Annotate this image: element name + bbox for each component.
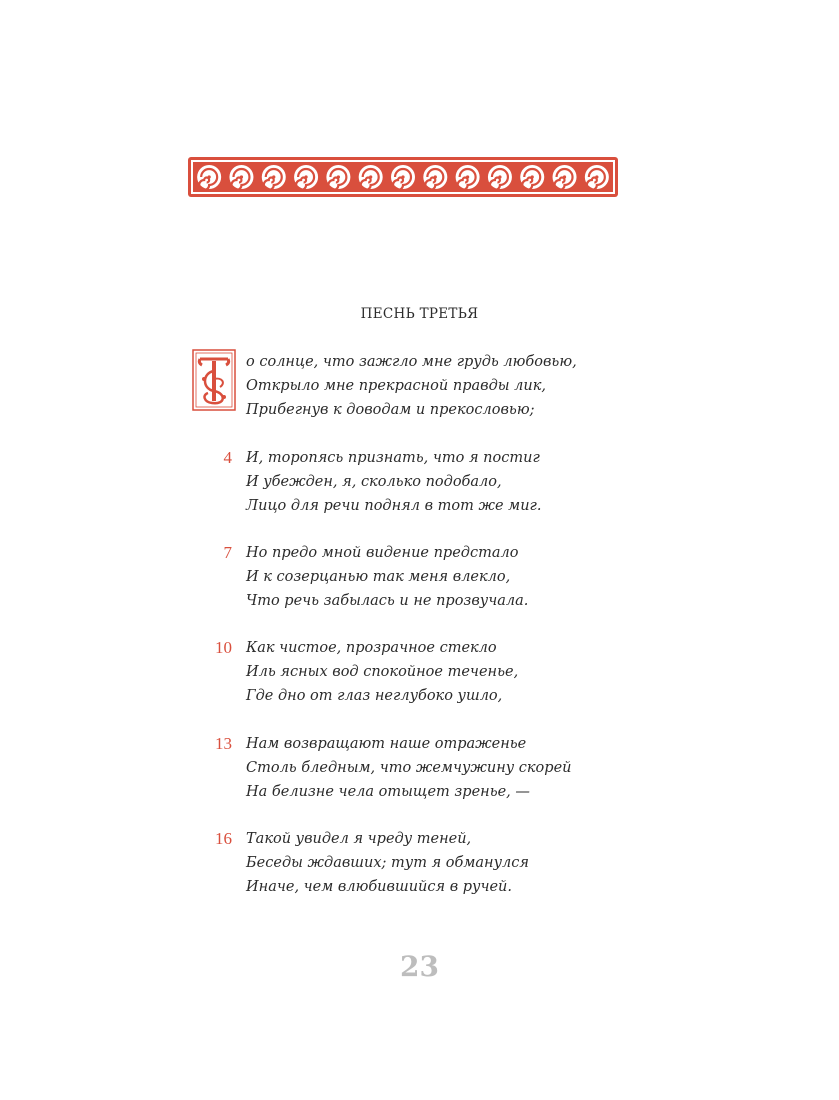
- verse-line: Где дно от глаз неглубоко ушло,: [246, 688, 503, 704]
- stanza: [246, 446, 666, 518]
- verse-line: Нам возвращают наше отраженье: [246, 736, 527, 752]
- decorative-border-ornament: [187, 156, 619, 198]
- verse-line: Открыло мне прекрасной правды лик,: [246, 378, 547, 394]
- verse-line: И, торопясь признать, что я постиг: [246, 450, 540, 466]
- verse-line: На белизне чела отыщет зренье, —: [246, 784, 530, 800]
- verse-number: 16: [215, 829, 232, 848]
- verse-line: Столь бледным, что жемчужину скорей: [246, 760, 572, 776]
- verse-number: 7: [223, 543, 232, 562]
- verse-line: И убежден, я, сколько подобало,: [246, 474, 502, 490]
- verse-line: Иначе, чем влюбившийся в ручей.: [246, 879, 512, 895]
- stanza: [246, 732, 666, 804]
- verse-number: 13: [215, 734, 232, 753]
- verse-line: Беседы ждавших; тут я обманулся: [246, 855, 529, 871]
- verse-line: Лицо для речи поднял в тот же миг.: [246, 498, 542, 514]
- verse-line: Иль ясных вод спокойное теченье,: [246, 664, 519, 680]
- page-number: 23: [400, 950, 439, 983]
- verse-line: Прибегнув к доводам и прекословью;: [246, 402, 535, 418]
- verse-line: И к созерцанью так меня влекло,: [246, 569, 511, 585]
- stanza: [246, 636, 666, 708]
- verse-number: 4: [223, 448, 232, 467]
- verse-line: Такой увидел я чреду теней,: [246, 831, 472, 847]
- verse-line: о солнце, что зажгло мне грудь любовью,: [246, 354, 577, 370]
- chapter-title: ПЕСНЬ ТРЕТЬЯ: [360, 306, 479, 322]
- verse-line: Как чистое, прозрачное стекло: [246, 640, 497, 656]
- verse-number: 10: [215, 638, 232, 657]
- verse-line: Но предо мной видение предстало: [246, 545, 519, 561]
- stanza: [246, 827, 666, 899]
- ornate-initial-letter-icon: [192, 349, 236, 411]
- stanza: [246, 541, 666, 613]
- stanza: [246, 350, 666, 422]
- verse-line: Что речь забылась и не прозвучала.: [246, 593, 529, 609]
